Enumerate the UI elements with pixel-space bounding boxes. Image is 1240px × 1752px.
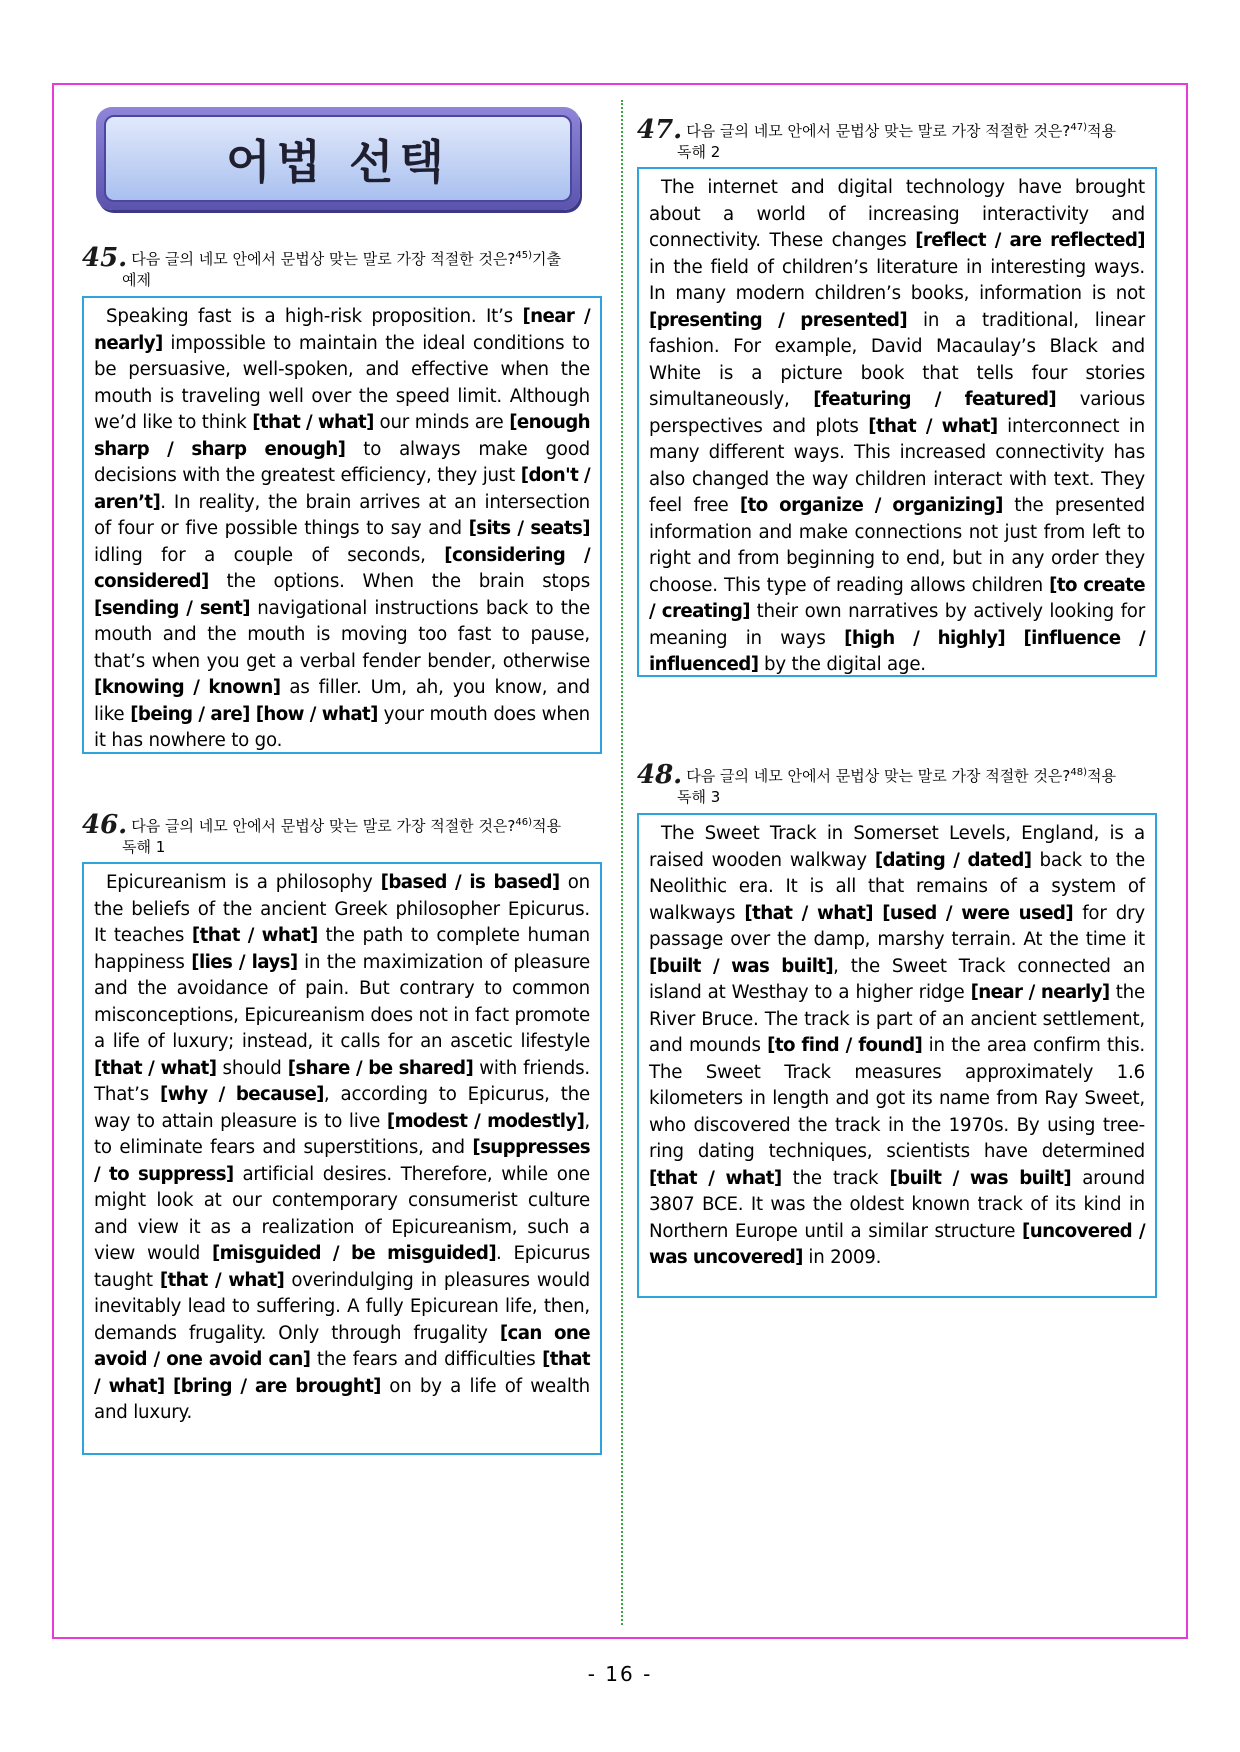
grammar-choice: [built / was built] bbox=[649, 955, 834, 977]
grammar-choice: [being / are] bbox=[130, 703, 250, 725]
grammar-choice: [considering / considered] bbox=[94, 544, 590, 592]
grammar-choice: [used / were used] bbox=[882, 902, 1074, 924]
question-header-45 bbox=[82, 245, 612, 291]
grammar-choice: [presenting / presented] bbox=[649, 309, 908, 331]
question-header-46 bbox=[82, 812, 612, 858]
footnote-marker: 45) bbox=[515, 250, 533, 261]
passage-box-46 bbox=[82, 862, 602, 1455]
grammar-choice: [featuring / featured] bbox=[813, 389, 1057, 410]
question-category-sub: 독해 3 bbox=[677, 788, 721, 806]
question-header-48 bbox=[637, 762, 1167, 808]
question-category: 적용 bbox=[1087, 122, 1117, 140]
grammar-choice: [near / nearly] bbox=[970, 982, 1110, 1003]
column-divider bbox=[621, 100, 623, 1625]
grammar-choice: [to create / creating] bbox=[649, 574, 1145, 622]
passage-text: Speaking fast is a high-risk proposition. It’s [near / nearly] impossible to maintain the ideal conditions to be persuasive, well-spoken, and effective when the mouth is traveling well over the speed limit. Although we’d like to think [that / what] our minds are [enough sharp / sharp enough] to always make good decisions with the greatest efficiency, they just [don't / aren’t]. In reality, the brain arrives at an intersection of four or five possible things to say and [sits / seats] idling for a couple of seconds, [considering / considered] the options. When the brain stops [sending / sent] navigational instructions back to the mouth and the mouth is moving too fast to pause, that’s when you get a verbal fender bender, otherwise [knowing / known] as filler. Um, ah, you know, and like [being / are] [how / what] your mouth does when it has nowhere to go. bbox=[94, 306, 591, 751]
grammar-choice: [share / be shared] bbox=[287, 1057, 474, 1079]
grammar-choice: [influence / influenced] bbox=[649, 627, 1146, 675]
footnote-marker: 47) bbox=[1070, 122, 1088, 133]
question-number: 45. bbox=[82, 243, 128, 273]
question-category-sub: 독해 1 bbox=[122, 838, 166, 856]
grammar-choice: [suppresses / to suppress] bbox=[94, 1137, 590, 1185]
grammar-choice: [can one avoid / one avoid can] bbox=[94, 1322, 591, 1370]
question-number: 46. bbox=[82, 810, 128, 840]
grammar-choice: [that / what] bbox=[94, 1057, 217, 1079]
grammar-choice: [lies / lays] bbox=[191, 951, 298, 973]
grammar-choice: [high / highly] bbox=[844, 627, 1006, 649]
section-title-badge bbox=[96, 107, 580, 210]
question-category: 적용 bbox=[1087, 767, 1117, 785]
grammar-choice: [to organize / organizing] bbox=[739, 495, 1003, 516]
grammar-choice: [that / what] bbox=[868, 415, 998, 437]
grammar-choice: [sending / sent] bbox=[94, 597, 250, 619]
grammar-choice: [that / what] bbox=[252, 412, 374, 433]
grammar-choice: [that / what] bbox=[94, 1349, 590, 1397]
question-category-sub: 예제 bbox=[122, 271, 151, 289]
question-category: 적용 bbox=[532, 817, 562, 835]
question-prompt: 다음 글의 네모 안에서 문법상 맞는 말로 가장 적절한 것은? bbox=[686, 122, 1071, 140]
grammar-choice: [that / what] bbox=[744, 902, 874, 924]
grammar-choice: [misguided / be misguided] bbox=[211, 1243, 497, 1264]
passage-text: Epicureanism is a philosophy [based / is based] on the beliefs of the ancient Greek philosopher Epicurus. It teaches [that / what] the path to complete human happiness [lies / lays] in the maximization of pleasure and the avoidance of pain. But contrary to common misconceptions, Epicureanism does not in fact promote a life of luxury; instead, it calls for an ascetic lifestyle [that / what] should [share / be shared] with friends. That’s [why / because], according to Epicurus, the way to attain pleasure is to live [modest / modestly], to eliminate fears and superstitions, and [suppresses / to suppress] artificial desires. Therefore, while one might look at our contemporary consumerist culture and view it as a realization of Epicureanism, such a view would [misguided / be misguided]. Epicurus taught [that / what] overindulging in pleasures would inevitably lead to suffering. A fully Epicurean life, then, demands frugality. Only through frugality [can one avoid / one avoid can] the fears and difficulties [that / what] [bring / are brought] on by a life of wealth and luxury. bbox=[94, 872, 591, 1423]
grammar-choice: [near / nearly] bbox=[94, 306, 590, 354]
grammar-choice: [enough sharp / sharp enough] bbox=[94, 412, 590, 460]
page-number: - 16 - bbox=[587, 1662, 653, 1686]
grammar-choice: [built / was built] bbox=[889, 1167, 1072, 1189]
passage-box-47 bbox=[637, 167, 1157, 677]
footnote-marker: 46) bbox=[515, 817, 533, 828]
passage-text: The internet and digital technology have brought about a world of increasing interactivity and connectivity. These changes [reflect / are reflected] in the field of children’s literature in interesting ways. In many modern children’s books, information is not [presenting / presented] in a traditional, linear fashion. For example, David Macaulay’s Black and White is a picture book that tells four stories simultaneously, [featuring / featured] various perspectives and plots [that / what] interconnect in many different ways. This increased connectivity has also changed the way children interact with text. They feel free [to organize / organizing] the presented information and make connections not just from left to right and from beginning to end, but in any order they choose. This type of reading allows children [to create / creating] their own narratives by actively looking for meaning in ways [high / highly] [influence / influenced] by the digital age. bbox=[649, 177, 1146, 675]
grammar-choice: [uncovered / was uncovered] bbox=[649, 1220, 1146, 1268]
passage-box-45 bbox=[82, 296, 602, 754]
grammar-choice: [to find / found] bbox=[767, 1035, 923, 1056]
question-number: 47. bbox=[637, 115, 683, 145]
grammar-choice: [based / is based] bbox=[380, 872, 560, 893]
question-number: 48. bbox=[637, 760, 683, 790]
grammar-choice: [how / what] bbox=[255, 703, 378, 725]
question-prompt: 다음 글의 네모 안에서 문법상 맞는 말로 가장 적절한 것은? bbox=[686, 767, 1071, 785]
grammar-choice: [dating / dated] bbox=[874, 849, 1032, 871]
section-title: 어법 선택 bbox=[226, 134, 450, 189]
grammar-choice: [that / what] bbox=[649, 1167, 782, 1189]
passage-box-48 bbox=[637, 813, 1157, 1298]
grammar-choice: [that / what] bbox=[159, 1269, 285, 1291]
section-title-inner bbox=[104, 115, 572, 202]
grammar-choice: [don't / aren’t] bbox=[94, 465, 590, 513]
question-header-47 bbox=[637, 117, 1167, 163]
question-category-sub: 독해 2 bbox=[677, 143, 721, 161]
question-prompt: 다음 글의 네모 안에서 문법상 맞는 말로 가장 적절한 것은? bbox=[131, 817, 516, 835]
grammar-choice: [sits / seats] bbox=[468, 518, 590, 539]
grammar-choice: [modest / modestly] bbox=[386, 1110, 585, 1132]
grammar-choice: [knowing / known] bbox=[94, 677, 281, 698]
question-prompt: 다음 글의 네모 안에서 문법상 맞는 말로 가장 적절한 것은? bbox=[131, 250, 516, 268]
grammar-choice: [that / what] bbox=[191, 925, 318, 946]
question-category: 기출 bbox=[532, 250, 562, 268]
footnote-marker: 48) bbox=[1070, 767, 1088, 778]
grammar-choice: [reflect / are reflected] bbox=[915, 230, 1145, 251]
grammar-choice: [bring / are brought] bbox=[172, 1375, 381, 1397]
grammar-choice: [why / because] bbox=[159, 1084, 324, 1105]
passage-text: The Sweet Track in Somerset Levels, England, is a raised wooden walkway [dating / dated] back to the Neolithic era. It is all that remains of a system of walkways [that / what] [used / were used] for dry passage over the damp, marshy terrain. At the time it [built / was built], the Sweet Track connected an island at Westhay to a higher ridge [near / nearly] the River Bruce. The track is part of an ancient settlement, and mounds [to find / found] in the area confirm this. The Sweet Track measures approximately 1.6 kilometers in length and got its name from Ray Sweet, who discovered the track in the 1970s. By using tree-ring dating techniques, scientists have determined [that / what] the track [built / was built] around 3807 BCE. It was the oldest known track of its kind in Northern Europe until a similar structure [uncovered / was uncovered] in 2009. bbox=[649, 823, 1146, 1268]
